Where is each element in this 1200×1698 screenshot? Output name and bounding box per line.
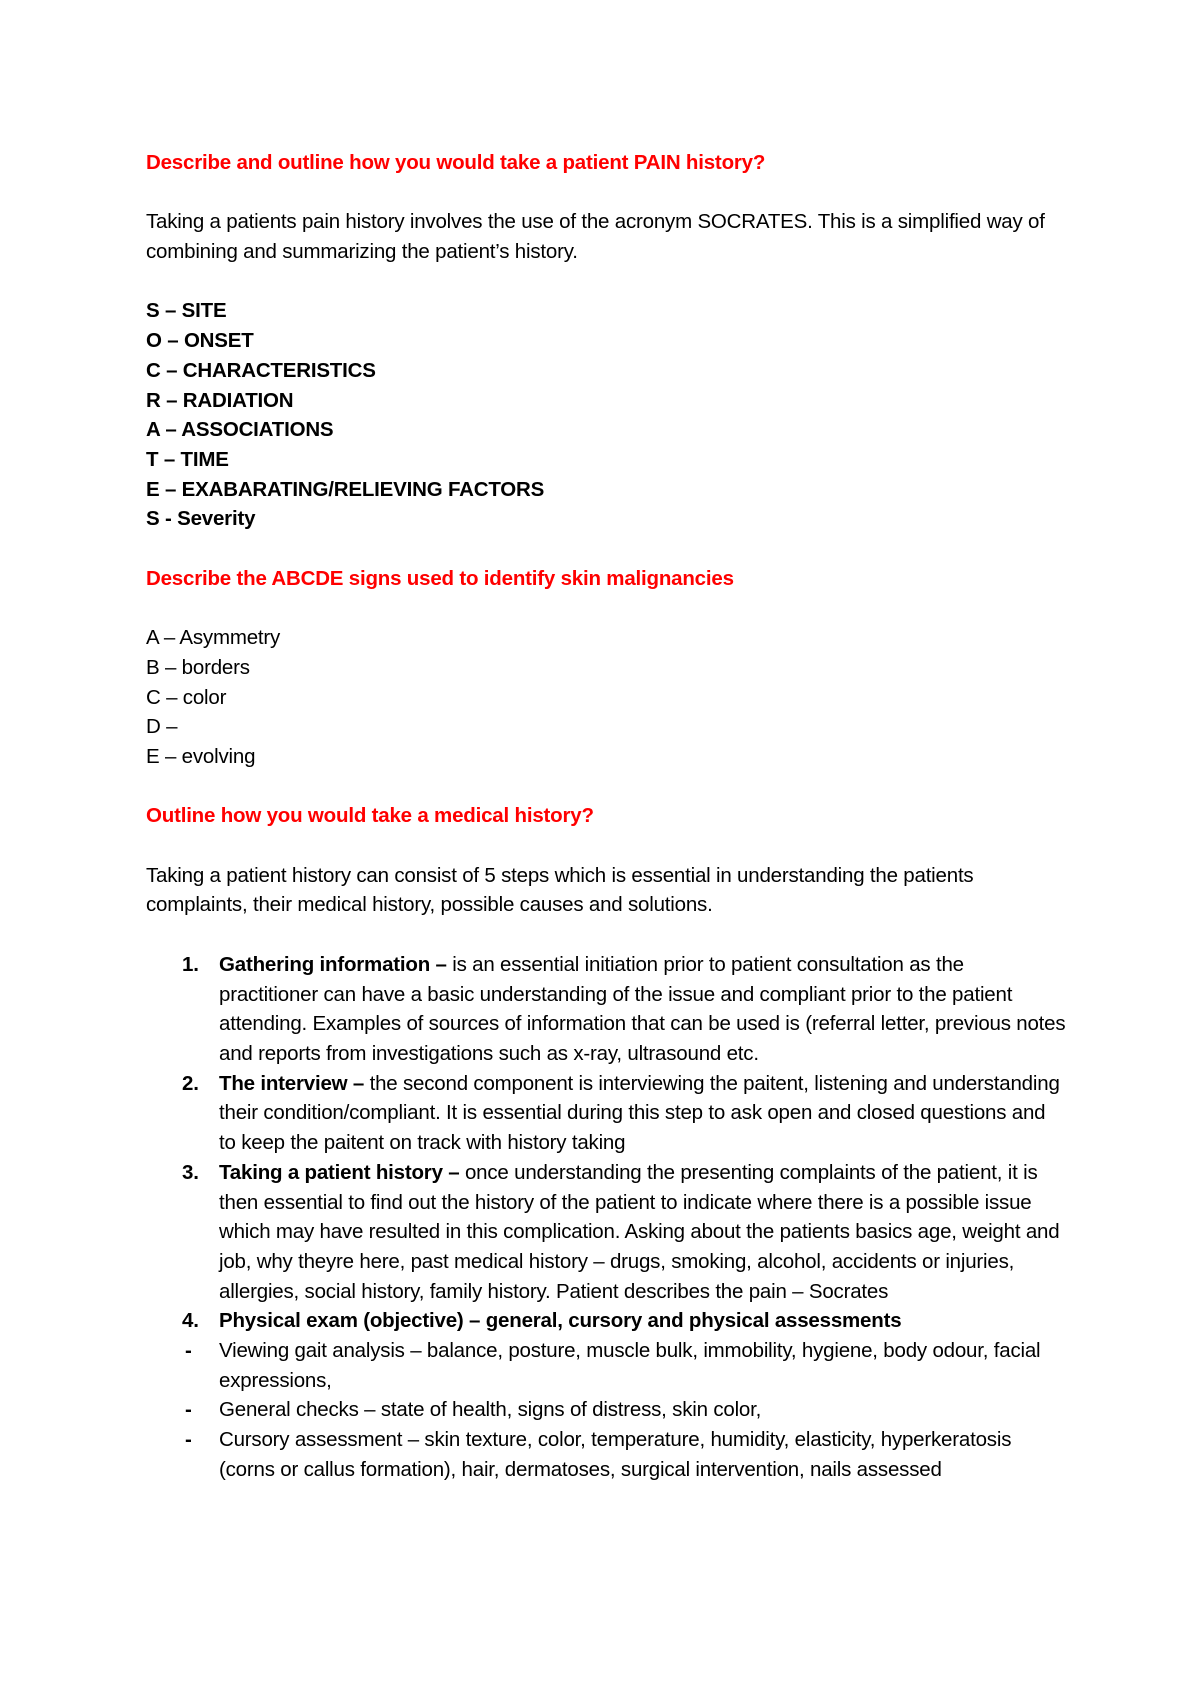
dash-bullet-icon: - (185, 1398, 192, 1422)
step-text: general, cursory and physical assessments (480, 1309, 902, 1333)
step-title: Physical exam (objective) – (219, 1309, 481, 1333)
bullet-item (146, 1336, 1066, 1395)
pain-history-intro: Taking a patients pain history involves the use of the acronym SOCRATES. This is a simplified way of combining and summarizing the patient’s history. (146, 210, 1045, 264)
step-number: 1. (182, 952, 199, 976)
step-number: 2. (182, 1071, 199, 1095)
medical-history-heading: Outline how you would take a medical history? (146, 804, 594, 828)
abcde-item: A – Asymmetry (146, 626, 281, 650)
socrates-item: E – EXABARATING/RELIEVING FACTORS (146, 477, 545, 501)
socrates-list (146, 296, 1066, 534)
abcde-item: D – (146, 715, 178, 739)
step-text: is an essential initiation prior to patient consultation as the practitioner can have a basic understanding of the issue and compliant prior to the patient attending. Examples of sources of information that can be used is (referral letter, previous notes and reports from investigations such as x-ray, ultrasound etc. (219, 952, 1066, 1065)
abcde-list (146, 623, 1066, 772)
abcde-heading: Describe the ABCDE signs used to identify skin malignancies (146, 566, 734, 590)
socrates-item: A – ASSOCIATIONS (146, 418, 334, 442)
bullet-item (146, 1395, 1066, 1425)
abcde-item: C – color (146, 685, 227, 709)
abcde-item: E – evolving (146, 745, 256, 768)
medical-history-intro: Taking a patient history can consist of 5 steps which is essential in understanding the patients complaints, their medical history, possible causes and solutions. (146, 863, 974, 917)
socrates-item: C – CHARACTERISTICS (146, 358, 376, 382)
dash-bullet-icon: - (185, 1339, 192, 1363)
socrates-item: R – RADIATION (146, 388, 294, 412)
history-step (146, 950, 1066, 1069)
socrates-item: S - Severity (146, 507, 256, 531)
socrates-item: O – ONSET (146, 329, 254, 353)
document-body (146, 148, 1066, 1485)
history-step (146, 1069, 1066, 1158)
bullet-item (146, 1425, 1066, 1484)
socrates-item: T – TIME (146, 448, 229, 471)
dash-bullet-icon: - (185, 1428, 192, 1452)
history-steps-list (146, 950, 1066, 1336)
history-step (146, 1306, 1066, 1336)
socrates-item: S – SITE (146, 299, 227, 323)
step-text: the second component is interviewing the paitent, listening and understanding their condition/compliant. It is essential during this step to ask open and closed questions and to keep the paitent on track with history taking (219, 1071, 1060, 1155)
step-number: 4. (182, 1309, 199, 1333)
step-title: Taking a patient history – (219, 1160, 460, 1184)
step-title: The interview – (219, 1071, 365, 1095)
bullet-text: Cursory assessment – skin texture, color, temperature, humidity, elasticity, hyperkeratosis (corns or callus formation), hair, dermatoses, surgical intervention, nails assessed (219, 1428, 1012, 1481)
bullet-text: General checks – state of health, signs of distress, skin color, (219, 1398, 762, 1422)
bullet-text: Viewing gait analysis – balance, posture, muscle bulk, immobility, hygiene, body odour, facial expressions, (219, 1339, 1041, 1392)
step-text: once understanding the presenting complaints of the patient, it is then essential to find out the history of the patient to indicate where there is a possible issue which may have resulted in this complication. Asking about the patients basics age, weight and job, why theyre here, past medical history – drugs, smoking, alcohol, accidents or injuries, allergies, social history, family history. Patient describes the pain – Socrates (219, 1160, 1060, 1303)
abcde-item: B – borders (146, 655, 250, 679)
pain-history-heading: Describe and outline how you would take a patient PAIN history? (146, 151, 766, 174)
step-title: Gathering information – (219, 952, 447, 976)
physical-exam-bullets (146, 1336, 1066, 1485)
step-number: 3. (182, 1160, 199, 1184)
history-step (146, 1158, 1066, 1307)
